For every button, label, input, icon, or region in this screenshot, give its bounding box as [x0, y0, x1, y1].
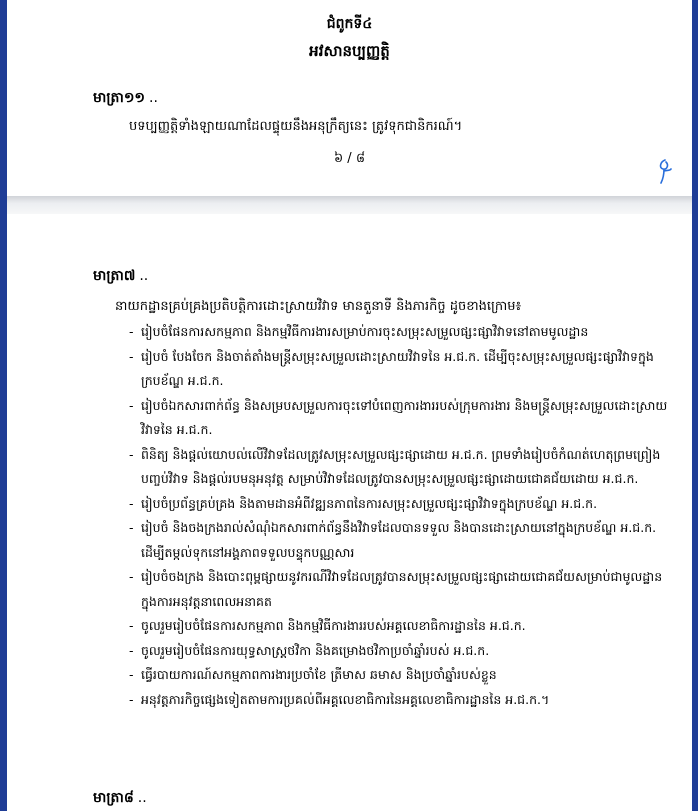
list-item: - រៀបចំឯកសារពាក់ព័ន្ធ និងសម្របសម្រួលការចុះទៅបំពេញការងាររបស់ក្រុមការងារ និងមន្ត្រីសម្រុះសម្រួលដោះស្រាយវិវាទនៃ អ.ជ.ក.: [129, 394, 670, 443]
list-item: - រៀបចំប្រព័ន្ធគ្រប់គ្រង និងតាមដានអំពីវឌ្ឍនភាពនៃការសម្រុះសម្រួលផ្សះផ្សាវិវាទក្នុងក្របខ័ណ្ឌ អ.ជ.ក.: [129, 492, 670, 517]
article-11-label: មាត្រា១១: [93, 90, 146, 106]
article-11-dots: ..: [149, 90, 158, 106]
article-7-dots: ..: [139, 268, 149, 284]
article-7-intro: នាយកដ្ឋានគ្រប់គ្រងប្រតិបត្តិការដោះស្រាយវិវាទ មានតួនាទី និងភារកិច្ច ដូចខាងក្រោម៖: [115, 299, 522, 314]
list-item: - រៀបចំ និងចងក្រងរាល់សំណុំឯកសារពាក់ព័ន្ធនឹងវិវាទដែលបានទទួល និងបានដោះស្រាយនៅក្នុងក្របខ័ណ្ឌ អ.ជ.ក. ដើម្បីតម្កល់ទុកនៅអង្គភាពទទួលបន្ទុកបណ្ណសារ: [129, 516, 670, 565]
page-separator: [7, 196, 692, 214]
list-item: - ធ្វើរបាយការណ៍សកម្មភាពការងារប្រចាំខែ ត្រីមាស ឆមាស និងប្រចាំឆ្នាំរបស់ខ្លួន: [129, 663, 670, 688]
article-11-text: បទប្បញ្ញត្តិទាំងឡាយណាដែលផ្ទុយនឹងអនុក្រឹត្យនេះ ត្រូវទុកជានិករណ៍។: [129, 119, 463, 134]
handwritten-initial-mark-icon: [656, 158, 672, 184]
chapter-title: អវសានប្បញ្ញត្តិ: [309, 42, 390, 60]
list-item: - រៀបចំ បែងចែក និងចាត់តាំងមន្ត្រីសម្រុះសម្រួលដោះស្រាយវិវាទនៃ អ.ជ.ក. ដើម្បីចុះសម្រុះសម្រួលផ្សះផ្សាវិវាទក្នុងក្របខ័ណ្ឌ អ.ជ.ក.: [129, 345, 670, 394]
duties-list: [129, 320, 670, 712]
article-11-heading: [93, 88, 158, 109]
chapter-label: ជំពូកទី៤: [326, 16, 373, 32]
article-8-dots: ..: [137, 790, 147, 806]
article-7-label: មាត្រា៧: [93, 268, 136, 284]
article-8-label: មាត្រា៨: [93, 790, 134, 806]
left-frame-border: [0, 0, 7, 811]
page-number: ៦ / ៨: [333, 151, 366, 166]
right-frame-border: [692, 0, 698, 811]
list-item: - ចូលរួមរៀបចំផែនការសកម្មភាព និងកម្មវិធីការងាររបស់អគ្គលេខាធិការដ្ឋាននៃ អ.ជ.ក.: [129, 614, 670, 639]
list-item: - អនុវត្តភារកិច្ចផ្សេងទៀតតាមការប្រគល់ពីអគ្គលេខាធិការនៃអគ្គលេខាធិការដ្ឋាននៃ អ.ជ.ក.។: [129, 688, 670, 713]
article-8-heading: [93, 788, 147, 809]
list-item: - រៀបចំផែនការសកម្មភាព និងកម្មវិធីការងារសម្រាប់ការចុះសម្រុះសម្រួលផ្សះផ្សាវិវាទនៅតាមមូលដ្ឋាន: [129, 320, 670, 345]
document-page-7: [7, 214, 692, 811]
list-item: - ចូលរួមរៀបចំផែនការយុទ្ធសាស្ត្រថវិកា និងគម្រោងថវិកាប្រចាំឆ្នាំរបស់ អ.ជ.ក.: [129, 639, 670, 664]
document-page-6: [7, 0, 692, 196]
article-7-heading: [93, 266, 148, 287]
list-item: - ពិនិត្យ និងផ្តល់យោបល់លើវិវាទដែលត្រូវសម្រុះសម្រួលផ្សះផ្សាដោយ អ.ជ.ក. ព្រមទាំងរៀបចំកំណត់ហេតុព្រមព្រៀងបញ្ចប់វិវាទ និងផ្តល់របមនុអនុវត្ត សម្រាប់វិវាទដែលត្រូវបានសម្រុះសម្រួលផ្សះផ្សាដោយជោគជ័យដោយ អ.ជ.ក.: [129, 443, 670, 492]
list-item: - រៀបចំចងក្រង និងបោះពុម្ពផ្សាយនូវករណីវិវាទដែលត្រូវបានសម្រុះសម្រួលផ្សះផ្សាដោយជោគជ័យសម្រាប់ជាមូលដ្ឋានក្នុងការអនុវត្តនាពេលអនាគត: [129, 565, 670, 614]
